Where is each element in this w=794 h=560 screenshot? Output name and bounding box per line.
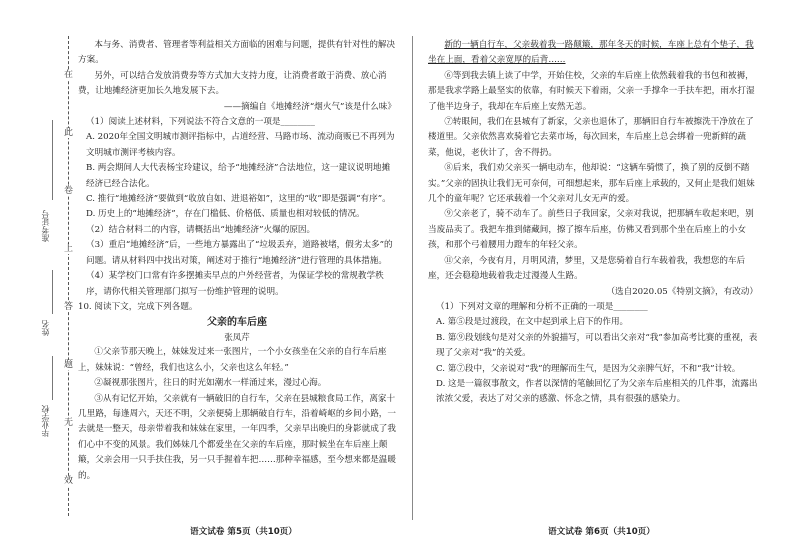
answer-option: D. 历史上的“地摊经济”，存在门槛低、价格低、质量也相对较低的情况。 — [86, 209, 365, 220]
page-5-footer: 语文试卷 第5页（共10页） — [190, 527, 297, 537]
story-paragraph: ①父亲节那天晚上，妹妹发过来一张图片，一个小女孩坐在父亲的自行车后座上，妹妹说：“曾经，我们也这么小，父亲也这么年轻。” — [78, 347, 387, 373]
question-stem: （1）下列对文章的理解和分析不正确的一项是________ — [436, 301, 648, 312]
source-citation: （选自2020.05《特别文摘》，有改动） — [606, 286, 758, 297]
story-paragraph: ⑧后来，我们劝父亲买一辆电动车，他却说：“这辆车骑惯了，换了别的反倒不踏实。”父亲的固执让我们无可奈何，可细想起来，那车后座上承载的，又何止是我们姐妹几个的童年呢？它还承载着一个父亲对儿女无声的爱。 — [428, 163, 755, 205]
question-stem: （2）结合材料二的内容，请概括出“地摊经济”火爆的原因。 — [86, 224, 316, 235]
page-5-column — [78, 38, 396, 484]
story-paragraph: ⑦转眼间，我们在县城有了新家，父亲也退休了，那辆旧自行车被擦洗干净放在了楼道里。父亲依然喜欢骑着它去菜市场，每次回来，车后座上总会绑着一兜新鲜的蔬菜，他说，老伙计了，舍不得扔。 — [428, 117, 754, 158]
answer-option: B. 第⑨段划线句是对父亲的外貌描写，可以看出父亲对“我”参加高考比赛的重视，表现了父亲对“我”的关爱。 — [436, 332, 758, 359]
story-paragraph: ⑨父亲老了，骑不动车了。前些日子我回家，父亲对我说，把那辆车收起来吧，别当废品卖了。我把车推到储藏间，擦了擦车后座，仿佛又看到那个坐在后座上的小女孩，和那个弓着腰用力蹬车的年轻父亲。 — [428, 209, 754, 251]
answer-option: A. 第⑤段是过渡段，在文中起到承上启下的作用。 — [436, 317, 629, 328]
question-stem: （1）阅读上述材料，下列说法不符合文意的一项是________ — [86, 117, 315, 128]
story-paragraph: ⑥等到我去镇上读了中学，开始住校，父亲的车后座上依然载着我的书包和被褥，那是我求学路上最坚实的依靠，有时候天下着雨，父亲一手撑伞一手扶车把，雨水打湿了他半边身子，我却在车后座上安然无恙。 — [428, 70, 755, 112]
question-heading: 10. 阅读下文，完成下列各题。 — [78, 301, 198, 312]
question-stem: （3）重启“地摊经济”后，一些地方暴露出了“垃圾丢弃，道路被堵，假劣太多”的问题。请从材料四中找出对策，阐述对于推行“地摊经济”进行管理的具体措施。 — [86, 240, 393, 266]
story-title: 父亲的车后座 — [207, 317, 267, 329]
story-paragraph: 新的一辆自行车，父亲载着我一路颠簸，那年冬天的时候，车座上总有个垫子，我坐在上面，看着父亲宽厚的后背…… — [428, 40, 754, 66]
text-line: 本与务、消费者、管理者等利益相关方面临的困难与问题，提供有针对性的解决方案。 — [78, 40, 396, 66]
margin-char: 此 — [64, 128, 74, 138]
answer-option: C. 第⑦段中，父亲说对“我”的理解而生气，是因为父亲脾气好，不和“我”计较。 — [436, 363, 741, 374]
margin-char: 题 — [64, 360, 74, 370]
question-stem: （4）某学校门口常有许多摆摊卖早点的户外经营者，为保证学校的常规教学秩序，请你代相关管理部门拟写一份维护管理的说明。 — [86, 271, 384, 297]
story-paragraph: ②凝视那张图片，往日的时光如潮水一样涌过来，漫过心海。 — [94, 378, 327, 389]
exam-number-label: 准考证号 — [41, 210, 50, 242]
margin-char: 卷 — [64, 186, 74, 196]
page-6-footer: 语文试卷 第6页（共10页） — [548, 527, 655, 537]
answer-option: B. 两会期间人大代表杨宝玲建议，给予“地摊经济”合法地位，这一建议说明地摊经济已经合法化。 — [86, 163, 391, 189]
story-author: 张凤芹 — [224, 333, 250, 344]
school-label: 毕业学校 — [41, 405, 50, 437]
margin-char: 无 — [64, 418, 74, 428]
exam-number-line — [52, 120, 53, 200]
page-6-column — [428, 38, 758, 408]
text-line: 另外，可以结合发放消费券等方式加大支持力度，让消费者敢于消费、放心消费，让地摊经济更加长久地发展下去。 — [78, 70, 387, 97]
school-line — [52, 356, 53, 400]
name-label: 姓名 — [41, 320, 50, 336]
source-citation: ——摘编自《地摊经济“烟火气”该是什么味》 — [223, 101, 396, 112]
margin-char: 效 — [64, 476, 74, 486]
answer-option: D. 这是一篇叙事散文，作者以深情的笔触回忆了为父亲车后座相关的几件事，流露出浓浓父爱，表达了对父亲的感激、怀念之情，具有很强的感染力。 — [436, 378, 758, 405]
margin-char: 在 — [64, 70, 74, 80]
column-divider — [412, 36, 413, 520]
binding-dashed-line — [68, 36, 69, 516]
answer-option: C. 推行“地摊经济”要做到“收放自如、进退裕如”，这里的“收”即是强调“有序”。 — [86, 194, 391, 205]
story-paragraph: ③从有记忆开始，父亲就有一辆破旧的自行车，父亲在县城粮食局工作，离家十几里路，每逢周六，天还不明，父亲便骑上那辆破自行车，沿着崎岖的乡间小路，一去就是一整天，母亲带着我和妹妹在家里，一年四季，父亲早出晚归的身影就成了我们心中不变的风景。我们姊妹几个都爱坐在父亲的车后座，那时候坐在车后座上颠簸，父亲会用一只手扶住我，另一只手握着车把……那种幸福感，至今想来都是温暖的。 — [78, 393, 396, 481]
story-paragraph: ⑪父亲，今夜有月，月明风清，梦里，又是您骑着自行车载着我，我想您的车后座，还会稳稳地载着我走过漫漫人生路。 — [428, 255, 746, 282]
margin-char: 答 — [64, 302, 74, 312]
answer-option: A. 2020年全国文明城市测评指标中，占道经营、马路市场、流动商贩已不再列为文明城市测评考核内容。 — [86, 132, 395, 158]
name-line — [52, 270, 53, 314]
margin-char: 上 — [64, 244, 74, 254]
